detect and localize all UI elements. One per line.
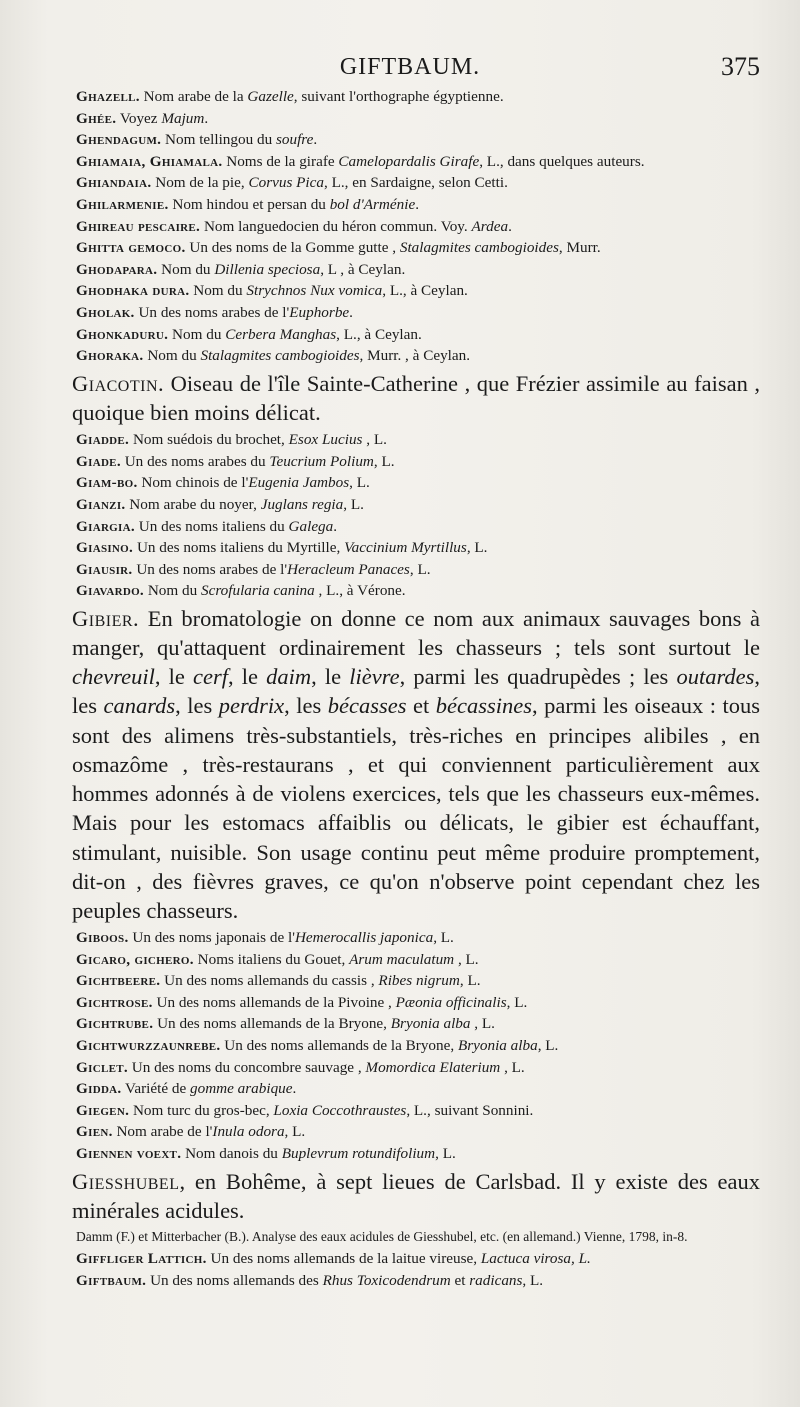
entry-italic: Teucrium Polium: [269, 452, 374, 470]
entry-text: , L , à Ceylan.: [320, 260, 406, 278]
entry-text: Un des noms italiens du Myrtille,: [133, 539, 345, 557]
entry-text: Noms de la girafe: [222, 152, 339, 170]
dictionary-entry: [60, 1121, 760, 1143]
headword: Gien.: [76, 1123, 113, 1141]
entry-text: , Murr.: [558, 239, 601, 257]
headword: Ghilarmenie.: [76, 195, 169, 213]
headword: Ghazell.: [76, 88, 140, 105]
entry-italic: Esox Lucius: [288, 431, 363, 449]
headword: Ghodhaka dura.: [76, 282, 190, 300]
entry-italic: Stalagmites cambogioides: [399, 239, 559, 257]
bibliographic-note: Damm (F.) et Mitterbacher (B.). Analyse des eaux acidules de Giesshubel, etc. (en allemand.) Vienne, 1798, in-8.: [76, 1229, 688, 1245]
entry-text: Nom chinois de l': [137, 474, 249, 492]
entry-text: Nom du: [144, 582, 201, 600]
headword: Ghendagum.: [76, 131, 162, 149]
entry-italic: Buplevrum rotundifolium: [281, 1145, 436, 1163]
dictionary-entry: [60, 1035, 760, 1057]
dictionary-entry: [60, 1078, 760, 1100]
entry-text: , L.: [522, 1271, 544, 1289]
entry-text: Nom du: [168, 325, 226, 343]
entry-italic: Cerbera Manghas: [225, 325, 337, 343]
entry-text: , L.: [343, 495, 364, 513]
entry-text: , L., à Vérone.: [314, 582, 406, 600]
dictionary-entry: [60, 494, 760, 516]
dictionary-entry: [60, 451, 760, 473]
entry-text: Un des noms arabes du: [120, 452, 270, 470]
entry-italic: Gazelle: [247, 88, 294, 105]
entry-italic: Galega: [288, 517, 334, 535]
dictionary-entry: [60, 559, 760, 581]
entry-italic: Dillenia speciosa: [214, 260, 321, 278]
headword: Giausir.: [76, 560, 133, 578]
entry-list-gh: [60, 86, 760, 367]
headword: Giavardo.: [76, 582, 145, 600]
entry-text: Nom languedocien du héron commun. Voy.: [200, 217, 472, 235]
entry-text: Un des noms allemands de la Pivoine ,: [152, 993, 396, 1011]
entry-text: , L.: [433, 929, 454, 947]
entry-text: Nom arabe du noyer,: [125, 495, 261, 513]
dictionary-entry: [60, 216, 760, 238]
entry-text: Un des noms allemands de la laitue vireuse,: [206, 1250, 481, 1268]
dictionary-entry: [60, 516, 760, 538]
headword: Gicaro, gichero.: [76, 950, 194, 968]
entry-italic: Loxia Coccothraustes: [273, 1101, 407, 1119]
headword: Ghodapara.: [76, 260, 158, 278]
entry-text: , les: [72, 664, 760, 719]
entry-text: .: [415, 195, 419, 213]
entry-text: , L., à Ceylan.: [336, 325, 422, 343]
entry-text: Nom de la pie,: [151, 174, 249, 192]
entry-text: Un des noms allemands de la Bryone,: [153, 1015, 391, 1033]
dictionary-entry: [60, 429, 760, 451]
entry-italic: Stalagmites cambogioides: [200, 347, 360, 365]
entry-text: , L.: [373, 452, 395, 470]
entry-text: Nom tellingou du: [161, 131, 276, 149]
entry-italic: cerf: [193, 664, 228, 690]
dictionary-entry: [60, 949, 760, 971]
entry-text: , parmi les oiseaux : tous sont des alimens très-substantiels, très-riches en principes alibiles , en osmazôme , très-restaurans , et qui conviennent particulièrement aux hommes adonnés à de violens exercices, tels que les chasseurs eux-mêmes. Mais pour les estomacs affaiblis ou délicats, le gibier est échauffant, stimulant, nuisible. Son usage continu peut même produire promptement, dit-on , des fièvres graves, ce qu'on n'observe point cependant chez les peuples chasseurs.: [72, 693, 760, 923]
entry-italic: Ardea: [471, 217, 509, 235]
entry-text: , L.: [466, 539, 488, 557]
dictionary-entry: [60, 237, 760, 259]
entry-text: Voyez: [116, 109, 162, 127]
entry-text: , L.: [506, 993, 528, 1011]
entry-text: , les: [175, 693, 219, 719]
dictionary-entry: [60, 1248, 760, 1270]
entry-text: Noms italiens du Gouet,: [193, 950, 350, 968]
entry-italic: perdrix: [218, 693, 285, 719]
entry-text: , le: [227, 664, 267, 690]
entry-text: Un des noms allemands des: [146, 1271, 323, 1289]
dictionary-entry: [60, 1013, 760, 1035]
running-head: GIFTBAUM.: [339, 54, 481, 80]
entry-italic: Arum maculatum: [349, 950, 455, 968]
dictionary-entry: [60, 1143, 760, 1165]
dictionary-entry: [60, 927, 760, 949]
headword: Gidda.: [76, 1080, 122, 1098]
dictionary-entry: [60, 108, 760, 130]
entry-text: En bromatologie on donne ce nom aux animaux sauvages bons à manger, qu'attaquent ordinairement les chasseurs ; tels sont surtout le: [72, 605, 760, 661]
entry-italic: daim: [266, 664, 312, 690]
headword: Gichtwurzzaunrebe.: [76, 1037, 221, 1055]
entry-italic: bécasses: [327, 693, 407, 719]
headword: Gianzi.: [76, 495, 126, 513]
entry-text: Nom arabe de l': [112, 1123, 213, 1141]
entry-text: , L.: [349, 474, 370, 492]
entry-italic: Camelopardalis Girafe: [338, 152, 480, 170]
entry-italic: outardes: [676, 664, 755, 690]
entry-giesshubel: [60, 1167, 760, 1225]
dictionary-entry: [60, 1057, 760, 1079]
entry-text: .: [292, 1080, 297, 1098]
entry-text: Variété de: [121, 1080, 190, 1098]
entry-text: Nom turc du gros-bec,: [129, 1101, 274, 1119]
headword: Ghiandaia.: [76, 174, 152, 192]
entry-text: Nom du: [143, 347, 201, 365]
entry-text: Un des noms arabes de l': [134, 303, 290, 321]
entry-text: , Murr. , à Ceylan.: [359, 347, 471, 365]
entry-text: , L.: [454, 950, 479, 968]
entry-italic: Lactuca virosa, L.: [480, 1250, 591, 1268]
entry-italic: canards: [103, 693, 176, 719]
entry-italic: chevreuil: [72, 664, 155, 690]
entry-text: , suivant l'orthographe égyptienne.: [293, 88, 504, 105]
entry-text: et: [406, 693, 436, 719]
entry-text: , L.: [500, 1058, 525, 1076]
dictionary-entry: [60, 302, 760, 324]
headword: Giftbaum.: [76, 1271, 147, 1289]
entry-text: , le: [154, 664, 193, 690]
entry-italic: Inula odora: [212, 1123, 285, 1141]
entry-text: , parmi les quadrupèdes ; les: [399, 664, 677, 690]
entry-text: , L.: [470, 1015, 495, 1033]
entry-text: , le: [311, 664, 350, 690]
entry-text: , L., suivant Sonnini.: [406, 1101, 534, 1119]
headword: Giffliger Lattich.: [76, 1250, 207, 1268]
headword: Ghoraka.: [76, 347, 144, 365]
entry-text: , L., dans quelques auteurs.: [479, 152, 645, 170]
dictionary-entry: [60, 194, 760, 216]
dictionary-entry: [60, 324, 760, 346]
page-header: [60, 50, 760, 84]
entry-text: .: [333, 517, 338, 535]
entry-text: Un des noms italiens du: [134, 517, 289, 535]
entry-italic: Vaccinium Myrtillus: [344, 539, 467, 557]
headword: Gichtrube.: [76, 1015, 154, 1033]
headword: Ghonkaduru.: [76, 325, 169, 343]
entry-italic: Corvus Pica: [248, 174, 324, 192]
entry-text: Nom arabe de la: [139, 88, 248, 105]
entry-list-gif: [60, 1248, 760, 1291]
entry-italic: Pæonia officinalis: [395, 993, 507, 1011]
entry-list-gia: [60, 429, 760, 602]
entry-italic: Eugenia Jambos: [248, 474, 350, 492]
entry-italic: Rhus Toxicodendrum: [322, 1271, 451, 1289]
headword: Giesshubel: [72, 1168, 180, 1194]
dictionary-entry: [60, 537, 760, 559]
dictionary-entry: [60, 472, 760, 494]
entry-text: Un des noms du concombre sauvage ,: [127, 1058, 366, 1076]
headword: Ghiamaia, Ghiamala.: [76, 152, 223, 170]
headword: Giargia.: [76, 517, 135, 535]
dictionary-entry: [60, 992, 760, 1014]
entry-text: Un des noms de la Gomme gutte ,: [185, 239, 400, 257]
headword: Giclet.: [76, 1058, 128, 1076]
entry-text: Un des noms arabes de l': [132, 560, 288, 578]
entry-giacotin: [60, 369, 760, 427]
headword: Gibier.: [72, 605, 140, 631]
entry-italic: Majum: [161, 109, 205, 127]
headword: Giennen voext.: [76, 1145, 182, 1163]
dictionary-entry: [60, 1100, 760, 1122]
entry-italic: Scrofularia canina: [200, 582, 315, 600]
entry-list-gib: [60, 927, 760, 1165]
entry-italic: lièvre: [349, 664, 400, 690]
entry-text: .: [313, 131, 318, 149]
dictionary-entry: [60, 86, 760, 108]
headword: Giasino.: [76, 539, 134, 557]
headword: Giegen.: [76, 1101, 130, 1119]
entry-text: Nom suédois du brochet,: [129, 431, 289, 449]
entry-italic: Bryonia alba: [457, 1037, 538, 1055]
headword: Giade.: [76, 452, 121, 470]
entry-italic: soufre: [275, 131, 314, 149]
page-number: 375: [721, 52, 760, 81]
entry-text: Oiseau de l'île Sainte-Catherine , que Frézier assimile au faisan , quoique bien moins délicat.: [72, 370, 760, 425]
dictionary-entry: [60, 580, 760, 602]
entry-italic: gomme arabique: [190, 1080, 293, 1098]
entry-text: , en Bohême, à sept lieues de Carlsbad. Il y existe des eaux minérales acidules.: [72, 1168, 760, 1223]
entry-italic: Momordica Elaterium: [365, 1058, 501, 1076]
headword: Giboos.: [76, 929, 129, 947]
headword: Gichtbeere.: [76, 972, 161, 990]
dictionary-entry: [60, 970, 760, 992]
entry-text: Nom du: [157, 260, 215, 278]
headword: Ghireau pescaire.: [76, 217, 201, 235]
dictionary-entry: [60, 259, 760, 281]
entry-text: et: [450, 1271, 470, 1289]
entry-text: , les: [284, 693, 328, 719]
entry-text: Nom du: [189, 282, 247, 300]
entry-italic: Ribes nigrum: [378, 972, 460, 990]
entry-text: , L.: [459, 972, 481, 990]
entry-text: Nom danois du: [181, 1145, 282, 1163]
dictionary-entry: [60, 151, 760, 173]
entry-text: Un des noms allemands de la Bryone,: [220, 1037, 458, 1055]
entry-italic: Strychnos Nux vomica: [246, 282, 383, 300]
entry-gibier: [60, 604, 760, 925]
entry-text: , L.: [435, 1145, 456, 1163]
entry-text: Un des noms allemands du cassis ,: [160, 972, 379, 990]
entry-text: , L.: [362, 431, 387, 449]
entry-italic: Juglans regia: [260, 495, 344, 513]
entry-text: Un des noms japonais de l': [128, 929, 295, 947]
dictionary-entry: [60, 129, 760, 151]
entry-italic: radicans: [469, 1271, 523, 1289]
entry-text: , L., en Sardaigne, selon Cetti.: [323, 174, 508, 192]
entry-italic: Hemerocallis japonica: [294, 929, 434, 947]
headword: Giacotin.: [72, 370, 165, 396]
entry-text: , L.: [409, 560, 431, 578]
entry-italic: bol d'Arménie: [329, 195, 416, 213]
entry-text: , L.: [284, 1123, 306, 1141]
entry-italic: Heracleum Panaces: [287, 560, 410, 578]
entry-text: , L.: [537, 1037, 559, 1055]
headword: Ghitta gemoco.: [76, 239, 186, 257]
entry-text: .: [508, 217, 512, 235]
entry-italic: bécassines: [435, 693, 532, 719]
headword: Giadde.: [76, 431, 130, 449]
entry-italic: Bryonia alba: [390, 1015, 471, 1033]
dictionary-entry: [60, 345, 760, 367]
headword: Gholak.: [76, 303, 135, 321]
entry-text: , L., à Ceylan.: [382, 282, 468, 300]
headword: Gichtrose.: [76, 993, 153, 1011]
dictionary-entry: [60, 172, 760, 194]
entry-italic: Euphorbe: [289, 303, 350, 321]
entry-text: Nom hindou et persan du: [168, 195, 330, 213]
headword: Ghée.: [76, 109, 117, 127]
entry-text: .: [204, 109, 209, 127]
dictionary-entry: [60, 1270, 760, 1292]
page-content: [60, 86, 760, 1291]
dictionary-entry: [60, 280, 760, 302]
entry-text: .: [349, 303, 353, 321]
headword: Giam-bo.: [76, 474, 138, 492]
